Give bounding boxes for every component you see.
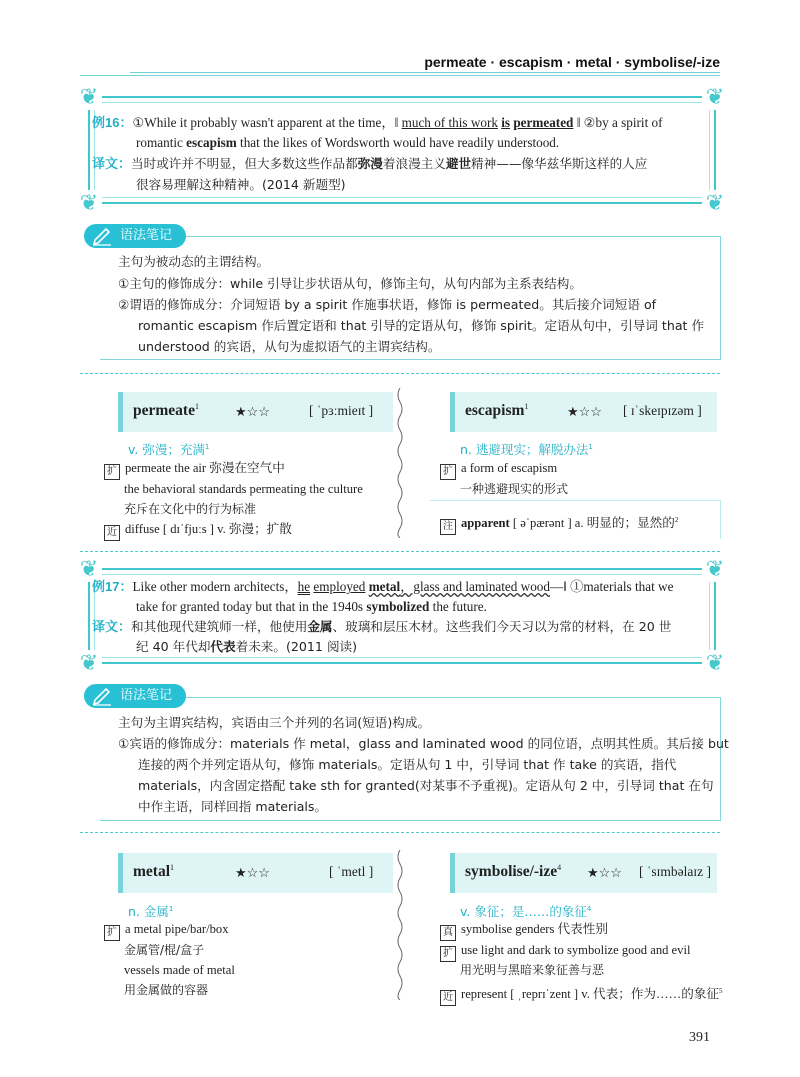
near-mark: 近 xyxy=(104,525,120,541)
entry-line: 注 apparent [ əˈpærənt ] a. 明显的；显然的$^2$ xyxy=(440,512,678,535)
card-corner-frame xyxy=(430,500,721,539)
example-en-line xyxy=(136,134,559,152)
translation-line xyxy=(92,155,647,173)
example-tag: 例16： xyxy=(92,115,133,130)
headword: metal$^1$ xyxy=(133,863,175,881)
notes-line: 连接的两个并列定语从句，修饰 materials。定语从句 1 中，引导词 that 作 take 的宾语，指代 xyxy=(138,757,677,772)
real-exam-mark: 真 xyxy=(440,925,456,941)
example-en-line xyxy=(136,598,487,616)
text: 纪 40 年代却 xyxy=(136,639,211,654)
part-of-speech: v. 象征；是……的象征$^4$ xyxy=(460,904,592,919)
translation-line: 很容易理解这种精神。(2014 新题型) xyxy=(136,177,346,192)
ornament-icon: ❦ xyxy=(702,84,728,110)
note-mark: 注 xyxy=(440,519,456,535)
text: 当时或许并不明显，但大多数这些作品都 xyxy=(131,156,358,171)
ornament-icon: ❦ xyxy=(76,190,102,216)
notes-line: 主句为主谓宾结构，宾语由三个并列的名词(短语)构成。 xyxy=(118,715,431,730)
part-of-speech: v. 弥漫；充满$^1$ xyxy=(128,442,210,457)
text: romantic xyxy=(136,135,187,150)
entry-line: 用金属做的容器 xyxy=(124,983,209,997)
text: 、玻璃和层压木材。这些我们今天习以为常的材料，在 20 世 xyxy=(332,619,672,634)
keyword: 金属 xyxy=(307,619,333,634)
section-divider xyxy=(80,832,720,833)
object-keyword: metal xyxy=(368,579,401,594)
phonetic: [ ɪˈskeɪpɪzəm ] xyxy=(623,403,702,418)
predicate: employed xyxy=(313,579,366,594)
notes-line: ①宾语的修饰成分：materials 作 metal，glass and laminated wood 的同位语，点明其性质。其后接 but xyxy=(118,736,729,751)
column-divider xyxy=(396,388,404,538)
notes-line: materials，内含固定搭配 take sth for granted(对某事不予重视)。定语从句 2 中，引导词 that 在句 xyxy=(138,778,714,793)
keyword: 代表 xyxy=(210,639,236,654)
entry-line: 扩 permeate the air 弥漫在空气中 xyxy=(104,460,285,480)
extend-mark: 扩 xyxy=(440,464,456,480)
ornament-icon: ❦ xyxy=(702,556,728,582)
entry-line: 一种逃避现实的形式 xyxy=(460,482,569,496)
extend-mark: 扩 xyxy=(104,464,120,480)
example-tag: 例17： xyxy=(92,579,133,594)
pen-icon xyxy=(90,224,114,248)
part-of-speech: n. 金属$^1$ xyxy=(128,904,174,919)
phonetic: [ ˈsɪmbəlaɪz ] xyxy=(639,864,711,879)
predicate-is: is xyxy=(501,115,511,130)
entry-line: 真 symbolise genders 代表性别 xyxy=(440,921,608,941)
headword: symbolise/-ize$^4$ xyxy=(465,863,562,881)
section-divider xyxy=(80,551,720,552)
text: —‖ ①materials that we xyxy=(549,579,674,594)
headword: permeate$^1$ xyxy=(133,402,199,420)
phonetic: [ ˈpɜːmieɪt ] xyxy=(309,403,374,418)
notes-line: 主句为被动态的主谓结构。 xyxy=(118,254,270,269)
subject: he xyxy=(297,579,311,594)
text: 着浪漫主义 xyxy=(382,156,446,171)
header-title: permeate · escapism · metal · symbolise/-ize xyxy=(424,54,720,70)
word-card-permeate xyxy=(118,392,393,432)
page-header xyxy=(0,0,800,80)
notes-line: ②谓语的修饰成分：介词短语 by a spirit 作施事状语，修饰 is permeated。其后接介词短语 of xyxy=(118,297,657,312)
keyword: 避世 xyxy=(445,156,472,171)
example-en-line xyxy=(92,114,663,132)
entry-line: 用光明与黑暗来象征善与恶 xyxy=(460,963,605,977)
entry-line: 扩 a metal pipe/bar/box xyxy=(104,921,229,941)
pen-icon xyxy=(90,684,114,708)
entry-line: 扩 a form of escapism xyxy=(440,460,557,480)
translation-line xyxy=(136,638,357,656)
header-rule xyxy=(80,75,720,76)
star-rating: ★☆☆ xyxy=(587,865,622,880)
ornament-icon: ❦ xyxy=(76,650,102,676)
example-box xyxy=(79,84,725,215)
column-divider xyxy=(396,850,404,1000)
entry-line: 扩 use light and dark to symbolize good and evil xyxy=(440,942,690,962)
translation-line xyxy=(92,618,671,636)
example-box xyxy=(79,556,725,675)
part-of-speech: n. 逃避现实；解脱办法$^1$ xyxy=(460,442,593,457)
keyword: 弥漫 xyxy=(357,156,383,171)
text: ①While it probably wasn't apparent at the time，‖ xyxy=(132,115,402,130)
predicate-verb: permeated xyxy=(513,115,574,130)
text: the future. xyxy=(429,599,487,614)
text: Like other modern architects， xyxy=(132,579,298,594)
text: take for granted today but that in the 1940s xyxy=(136,599,367,614)
object: ，glass and laminated wood xyxy=(400,579,550,594)
label-text: 语法笔记 xyxy=(120,688,173,703)
example-en-line xyxy=(92,578,673,596)
notes-line: 中作主语，同样回指 materials。 xyxy=(138,799,328,814)
notes-line: ①主句的修饰成分：while 引导让步状语从句，修饰主句，从句内部为主系表结构。 xyxy=(118,276,582,291)
entry-line: the behavioral standards permeating the culture xyxy=(124,482,363,496)
section-divider xyxy=(80,373,720,374)
notes-line: romantic escapism 作后置定语和 that 引导的定语从句，修饰 spirit。定语从句中，引导词 that 作 xyxy=(138,318,705,333)
subject: much of this work xyxy=(401,115,498,130)
entry-line: vessels made of metal xyxy=(124,963,235,977)
star-rating: ★☆☆ xyxy=(235,865,270,880)
entry-line: 近 diffuse [ dɪˈfjuːs ] v. 弥漫；扩散 xyxy=(104,521,292,541)
star-rating: ★☆☆ xyxy=(567,404,602,419)
entry-line: 充斥在文化中的行为标准 xyxy=(124,502,257,516)
text: 和其他现代建筑师一样，他使用 xyxy=(131,619,308,634)
keyword: symbolized xyxy=(366,599,430,614)
text: that the likes of Wordsworth would have readily understood. xyxy=(236,135,560,150)
near-mark: 近 xyxy=(440,990,456,1006)
word-card-metal xyxy=(118,853,393,893)
extend-mark: 扩 xyxy=(104,925,120,941)
header-rule xyxy=(130,72,720,73)
extend-mark: 扩 xyxy=(440,946,456,962)
translation-tag: 译文： xyxy=(92,619,132,634)
headword: escapism$^1$ xyxy=(465,402,529,420)
ornament-icon: ❦ xyxy=(76,84,102,110)
text: 精神——像华兹华斯这样的人应 xyxy=(471,156,648,171)
translation-tag: 译文： xyxy=(92,156,132,171)
page-number: 391 xyxy=(689,1030,710,1045)
label-text: 语法笔记 xyxy=(120,228,173,243)
entry-line: 金属管/棍/盒子 xyxy=(124,943,205,957)
star-rating: ★☆☆ xyxy=(235,404,270,419)
entry-line: 近 represent [ ˌreprɪˈzent ] v. 代表；作为……的象征$^5$ xyxy=(440,983,722,1006)
word-card-symbolise xyxy=(450,853,717,893)
keyword: escapism xyxy=(186,135,237,150)
grammar-notes-label xyxy=(84,224,186,248)
notes-line: understood 的宾语，从句为虚拟语气的主谓宾结构。 xyxy=(138,339,441,354)
ornament-icon: ❦ xyxy=(702,190,728,216)
text: 着未来。(2011 阅读) xyxy=(235,639,358,654)
phonetic: [ ˈmetl ] xyxy=(329,864,374,879)
text: ‖ ②by a spirit of xyxy=(573,115,663,130)
ornament-icon: ❦ xyxy=(702,650,728,676)
word-card-escapism xyxy=(450,392,717,432)
ornament-icon: ❦ xyxy=(76,556,102,582)
grammar-notes-label xyxy=(84,684,186,708)
